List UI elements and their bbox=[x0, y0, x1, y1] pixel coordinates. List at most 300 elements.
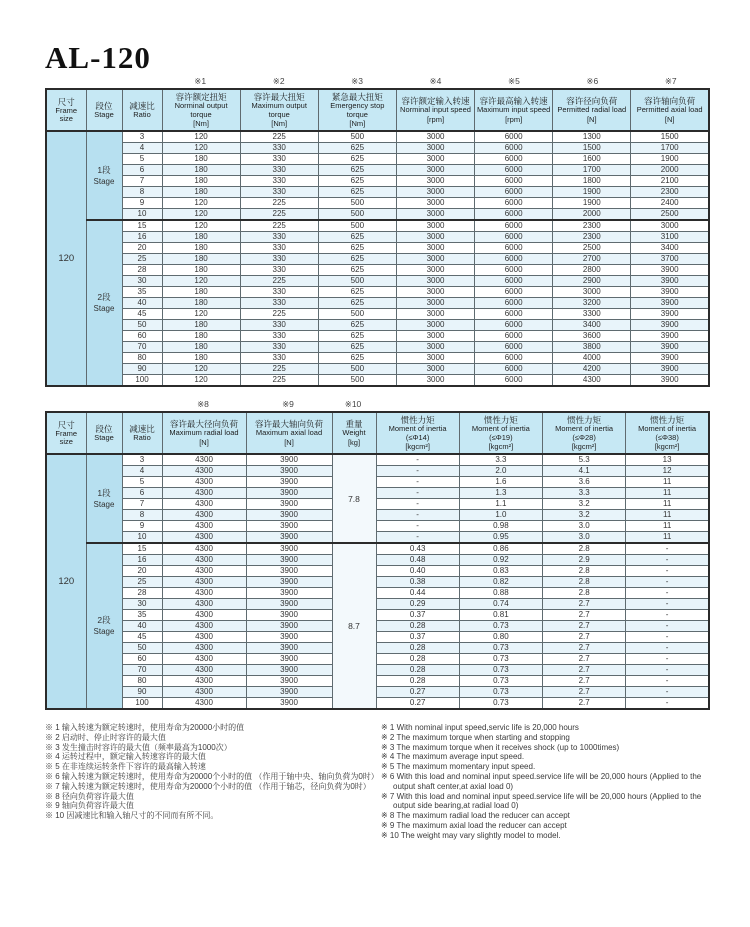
column-header bbox=[543, 412, 626, 454]
value-cell: 6000 bbox=[475, 331, 553, 342]
value-cell: 120 bbox=[162, 375, 240, 387]
ratio-cell: 25 bbox=[122, 254, 162, 265]
value-cell: 0.28 bbox=[376, 643, 459, 654]
table-row bbox=[46, 555, 709, 566]
ratio-cell: 10 bbox=[122, 209, 162, 221]
frame-size-cell: 120 bbox=[46, 454, 86, 709]
ratio-cell: 25 bbox=[122, 577, 162, 588]
value-cell: 6000 bbox=[475, 187, 553, 198]
table-row bbox=[46, 643, 709, 654]
value-cell: 3000 bbox=[396, 276, 474, 287]
value-cell: 1.1 bbox=[459, 499, 542, 510]
value-cell: 3000 bbox=[396, 131, 474, 143]
value-cell: 3900 bbox=[246, 632, 332, 643]
value-cell: 2.8 bbox=[543, 566, 626, 577]
value-cell: 180 bbox=[162, 353, 240, 364]
table-row bbox=[46, 187, 709, 198]
value-cell: 3000 bbox=[396, 364, 474, 375]
value-cell: - bbox=[376, 466, 459, 477]
value-cell: 2.7 bbox=[543, 643, 626, 654]
value-cell: 3.0 bbox=[543, 532, 626, 544]
value-cell: 180 bbox=[162, 254, 240, 265]
value-cell: 500 bbox=[318, 375, 396, 387]
value-cell: 1.0 bbox=[459, 510, 542, 521]
header-zh: 紧急最大扭矩 bbox=[331, 92, 383, 102]
value-cell: - bbox=[626, 687, 709, 698]
value-cell: - bbox=[376, 499, 459, 510]
value-cell: 180 bbox=[162, 320, 240, 331]
table-row bbox=[46, 209, 709, 221]
value-cell: 2700 bbox=[553, 254, 631, 265]
value-cell: 120 bbox=[162, 131, 240, 143]
value-cell: 0.38 bbox=[376, 577, 459, 588]
header-unit: [Nm] bbox=[193, 119, 209, 128]
value-cell: 4300 bbox=[162, 555, 246, 566]
value-cell: 120 bbox=[162, 209, 240, 221]
footnotes-section bbox=[45, 723, 725, 841]
value-cell: 3900 bbox=[631, 320, 709, 331]
header-en: Maximum axial load bbox=[255, 428, 323, 438]
footnote-item: ※ 3 发生撞击时容许的最大值（频率最高为1000次） bbox=[45, 742, 232, 752]
value-cell: 2900 bbox=[553, 276, 631, 287]
footnote-item: ※ 9 The maximum axial load the reducer can accept bbox=[381, 820, 567, 830]
footnote-item: ※ 5 The maximum momentary input speed. bbox=[381, 762, 536, 772]
value-cell: 3.6 bbox=[543, 477, 626, 488]
value-cell: 6000 bbox=[475, 254, 553, 265]
value-cell: 4300 bbox=[162, 588, 246, 599]
table-row bbox=[46, 353, 709, 364]
ratio-cell: 3 bbox=[122, 454, 162, 466]
header-en: Moment of inertia bbox=[555, 424, 614, 433]
value-cell: - bbox=[626, 566, 709, 577]
value-cell: 330 bbox=[240, 154, 318, 165]
header-zh: 惯性力矩 bbox=[567, 415, 602, 425]
header-row bbox=[46, 412, 709, 454]
table-row bbox=[46, 566, 709, 577]
value-cell: 3000 bbox=[396, 375, 474, 387]
value-cell: 1300 bbox=[553, 131, 631, 143]
header-en: Emergency stop torque bbox=[330, 101, 385, 119]
footnote-item: ※ 10 因减速比和输入轴尺寸的不同而有所不同。 bbox=[45, 811, 219, 821]
value-cell: 0.80 bbox=[459, 632, 542, 643]
value-cell: 0.88 bbox=[459, 588, 542, 599]
footnote-item: ※ 1 With nominal input speed,servic life is 20,000 hours bbox=[381, 723, 579, 732]
value-cell: - bbox=[626, 543, 709, 555]
ref-mark: ※5 bbox=[507, 76, 520, 86]
value-cell: 12 bbox=[626, 466, 709, 477]
header-zh: 惯性力矩 bbox=[400, 415, 435, 425]
value-cell: 0.82 bbox=[459, 577, 542, 588]
value-cell: 0.86 bbox=[459, 543, 542, 555]
value-cell: 3000 bbox=[396, 342, 474, 353]
value-cell: 3900 bbox=[246, 665, 332, 676]
value-cell: 4300 bbox=[162, 499, 246, 510]
ratio-cell: 35 bbox=[122, 287, 162, 298]
value-cell: 6000 bbox=[475, 220, 553, 232]
value-cell: 3.3 bbox=[459, 454, 542, 466]
stage-label-zh: 2段 bbox=[97, 292, 111, 302]
value-cell: 625 bbox=[318, 320, 396, 331]
value-cell: 4300 bbox=[162, 698, 246, 710]
value-cell: 4300 bbox=[553, 375, 631, 387]
header-en: Maximum radial load bbox=[169, 428, 239, 438]
header-en: Maximum output torque bbox=[251, 101, 307, 119]
table-row bbox=[46, 298, 709, 309]
value-cell: 500 bbox=[318, 131, 396, 143]
value-cell: 0.40 bbox=[376, 566, 459, 577]
column-header bbox=[162, 89, 240, 131]
value-cell: 0.83 bbox=[459, 566, 542, 577]
column-header bbox=[246, 412, 332, 454]
value-cell: 4.1 bbox=[543, 466, 626, 477]
ref-marks-row-2 bbox=[45, 395, 710, 411]
header-unit: [Nm] bbox=[349, 119, 366, 128]
value-cell: 4300 bbox=[162, 687, 246, 698]
value-cell: 330 bbox=[240, 320, 318, 331]
value-cell: 225 bbox=[240, 309, 318, 320]
column-header bbox=[86, 89, 122, 131]
header-en: Moment of inertia bbox=[638, 424, 697, 433]
header-zh: 尺寸 bbox=[57, 419, 75, 430]
value-cell: 330 bbox=[240, 265, 318, 276]
value-cell: - bbox=[626, 643, 709, 654]
value-cell: - bbox=[376, 477, 459, 488]
value-cell: 330 bbox=[240, 165, 318, 176]
value-cell: 11 bbox=[626, 510, 709, 521]
table-row bbox=[46, 599, 709, 610]
table-row bbox=[46, 176, 709, 187]
value-cell: 2.8 bbox=[543, 577, 626, 588]
header-unit: [kgcm²] bbox=[571, 442, 597, 451]
value-cell: - bbox=[626, 654, 709, 665]
ratio-cell: 10 bbox=[122, 532, 162, 544]
value-cell: 3900 bbox=[246, 577, 332, 588]
value-cell: 0.37 bbox=[376, 610, 459, 621]
header-en: Permitted radial load bbox=[557, 105, 627, 115]
column-header bbox=[475, 89, 553, 131]
value-cell: 625 bbox=[318, 287, 396, 298]
value-cell: 625 bbox=[318, 298, 396, 309]
weight-cell: 7.8 bbox=[332, 454, 376, 543]
value-cell: 500 bbox=[318, 309, 396, 320]
footnote-item: ※ 8 The maximum radial load the reducer can accept bbox=[381, 811, 570, 821]
ratio-cell: 15 bbox=[122, 543, 162, 555]
stage-cell bbox=[86, 131, 122, 220]
value-cell: 1.6 bbox=[459, 477, 542, 488]
value-cell: 11 bbox=[626, 477, 709, 488]
value-cell: 0.73 bbox=[459, 654, 542, 665]
value-cell: 3.2 bbox=[543, 510, 626, 521]
value-cell: 500 bbox=[318, 198, 396, 209]
value-cell: 330 bbox=[240, 298, 318, 309]
value-cell: 4300 bbox=[162, 599, 246, 610]
value-cell: 4300 bbox=[162, 621, 246, 632]
value-cell: 3000 bbox=[553, 287, 631, 298]
ratio-cell: 50 bbox=[122, 643, 162, 654]
value-cell: 6000 bbox=[475, 165, 553, 176]
value-cell: 3000 bbox=[396, 232, 474, 243]
table-row bbox=[46, 510, 709, 521]
value-cell: 4300 bbox=[162, 510, 246, 521]
ratio-cell: 3 bbox=[122, 131, 162, 143]
footnote-item: ※ 3 The maximum torque when it receives shock (up to 1000times) bbox=[381, 742, 620, 752]
value-cell: 1900 bbox=[553, 187, 631, 198]
value-cell: 6000 bbox=[475, 176, 553, 187]
value-cell: 3000 bbox=[396, 198, 474, 209]
value-cell: 0.73 bbox=[459, 665, 542, 676]
column-header bbox=[396, 89, 474, 131]
value-cell: - bbox=[626, 632, 709, 643]
ref-mark: ※9 bbox=[282, 399, 294, 409]
column-header bbox=[46, 89, 86, 131]
value-cell: 180 bbox=[162, 187, 240, 198]
header-zh: 段位 bbox=[95, 100, 113, 111]
header-sub: (≤Φ19) bbox=[489, 432, 513, 442]
value-cell: - bbox=[626, 588, 709, 599]
value-cell: 3.0 bbox=[543, 521, 626, 532]
value-cell: 2000 bbox=[553, 209, 631, 221]
value-cell: 3900 bbox=[246, 477, 332, 488]
value-cell: 3900 bbox=[631, 364, 709, 375]
ratio-cell: 70 bbox=[122, 342, 162, 353]
value-cell: 0.48 bbox=[376, 555, 459, 566]
stage-label-en: Stage bbox=[93, 304, 115, 313]
value-cell: 6000 bbox=[475, 243, 553, 254]
value-cell: 4300 bbox=[162, 532, 246, 544]
value-cell: 4300 bbox=[162, 654, 246, 665]
ratio-cell: 45 bbox=[122, 632, 162, 643]
value-cell: 3900 bbox=[631, 298, 709, 309]
value-cell: 330 bbox=[240, 176, 318, 187]
table-row bbox=[46, 232, 709, 243]
header-zh: 尺寸 bbox=[57, 96, 75, 107]
value-cell: 11 bbox=[626, 521, 709, 532]
value-cell: 3900 bbox=[246, 610, 332, 621]
table-row bbox=[46, 577, 709, 588]
ratio-cell: 8 bbox=[122, 187, 162, 198]
stage-label-zh: 2段 bbox=[97, 615, 111, 625]
value-cell: 180 bbox=[162, 165, 240, 176]
value-cell: 3900 bbox=[631, 276, 709, 287]
value-cell: - bbox=[376, 532, 459, 544]
header-unit: [N] bbox=[199, 437, 209, 447]
ratio-cell: 9 bbox=[122, 198, 162, 209]
header-zh: 段位 bbox=[95, 423, 113, 434]
value-cell: 0.28 bbox=[376, 665, 459, 676]
header-sub: (≤Φ28) bbox=[572, 432, 596, 442]
value-cell: 6000 bbox=[475, 209, 553, 221]
value-cell: 2400 bbox=[631, 198, 709, 209]
value-cell: 6000 bbox=[475, 265, 553, 276]
ratio-cell: 16 bbox=[122, 555, 162, 566]
stage-cell bbox=[86, 543, 122, 709]
ratio-cell: 80 bbox=[122, 353, 162, 364]
value-cell: 3900 bbox=[246, 543, 332, 555]
value-cell: 4300 bbox=[162, 566, 246, 577]
value-cell: - bbox=[626, 555, 709, 566]
value-cell: 0.74 bbox=[459, 599, 542, 610]
value-cell: 4300 bbox=[162, 643, 246, 654]
value-cell: 3000 bbox=[396, 320, 474, 331]
value-cell: 3900 bbox=[246, 654, 332, 665]
value-cell: 225 bbox=[240, 276, 318, 287]
header-en: Stage bbox=[94, 109, 114, 119]
value-cell: 3000 bbox=[396, 220, 474, 232]
footnote-item: ※ 1 输入转速为额定转速时，使用寿命为20000小时的值 bbox=[45, 723, 245, 732]
value-cell: 2.9 bbox=[543, 555, 626, 566]
value-cell: 6000 bbox=[475, 143, 553, 154]
header-zh: 容许最大轴向负荷 bbox=[254, 419, 323, 430]
stage-cell bbox=[86, 220, 122, 386]
value-cell: 3900 bbox=[246, 532, 332, 544]
ratio-cell: 4 bbox=[122, 143, 162, 154]
value-cell: 180 bbox=[162, 232, 240, 243]
value-cell: 11 bbox=[626, 499, 709, 510]
value-cell: 330 bbox=[240, 287, 318, 298]
table-row bbox=[46, 364, 709, 375]
table-row bbox=[46, 588, 709, 599]
value-cell: 2800 bbox=[553, 265, 631, 276]
header-unit: [N] bbox=[664, 114, 675, 124]
value-cell: 3900 bbox=[246, 566, 332, 577]
value-cell: 625 bbox=[318, 243, 396, 254]
value-cell: - bbox=[626, 676, 709, 687]
value-cell: 2300 bbox=[553, 232, 631, 243]
ratings-table bbox=[45, 88, 710, 387]
value-cell: 180 bbox=[162, 154, 240, 165]
ref-mark: ※7 bbox=[664, 76, 677, 86]
value-cell: 2.7 bbox=[543, 621, 626, 632]
column-header bbox=[631, 89, 709, 131]
value-cell: 11 bbox=[626, 488, 709, 499]
value-cell: 3900 bbox=[246, 499, 332, 510]
ratio-cell: 5 bbox=[122, 154, 162, 165]
value-cell: - bbox=[626, 621, 709, 632]
table-row bbox=[46, 143, 709, 154]
table-row bbox=[46, 165, 709, 176]
value-cell: - bbox=[626, 665, 709, 676]
value-cell: 2100 bbox=[631, 176, 709, 187]
ratio-cell: 60 bbox=[122, 654, 162, 665]
load-weight-inertia-table bbox=[45, 411, 710, 710]
value-cell: 4300 bbox=[162, 676, 246, 687]
value-cell: 3900 bbox=[246, 466, 332, 477]
footnotes-chinese bbox=[45, 723, 381, 841]
value-cell: 120 bbox=[162, 198, 240, 209]
value-cell: 2000 bbox=[631, 165, 709, 176]
header-en: Weight bbox=[342, 428, 366, 438]
value-cell: 1800 bbox=[553, 176, 631, 187]
header-zh: 重量 bbox=[345, 419, 363, 430]
value-cell: 3900 bbox=[246, 454, 332, 466]
table-row bbox=[46, 543, 709, 555]
value-cell: 120 bbox=[162, 309, 240, 320]
value-cell: 4300 bbox=[162, 665, 246, 676]
ratio-cell: 15 bbox=[122, 220, 162, 232]
value-cell: 4200 bbox=[553, 364, 631, 375]
column-header bbox=[459, 412, 542, 454]
ratio-cell: 80 bbox=[122, 676, 162, 687]
header-unit: [rpm] bbox=[505, 114, 523, 124]
frame-size-cell: 120 bbox=[46, 131, 86, 386]
value-cell: 3000 bbox=[396, 143, 474, 154]
value-cell: 3000 bbox=[396, 331, 474, 342]
value-cell: 330 bbox=[240, 187, 318, 198]
value-cell: 4300 bbox=[162, 488, 246, 499]
footnote-item: ※ 8 径向负荷容许最大值 bbox=[45, 791, 134, 801]
ratio-cell: 40 bbox=[122, 298, 162, 309]
value-cell: 2300 bbox=[553, 220, 631, 232]
footnote-item: ※ 4 The maximum average input speed. bbox=[381, 752, 525, 762]
value-cell: 3900 bbox=[246, 676, 332, 687]
ratio-cell: 7 bbox=[122, 499, 162, 510]
value-cell: 6000 bbox=[475, 375, 553, 387]
footnote-item: ※ 2 The maximum torque when starting and stopping bbox=[381, 732, 570, 742]
column-header bbox=[86, 412, 122, 454]
value-cell: 225 bbox=[240, 220, 318, 232]
ratio-cell: 28 bbox=[122, 588, 162, 599]
value-cell: 2500 bbox=[631, 209, 709, 221]
column-header bbox=[318, 89, 396, 131]
footnotes-english bbox=[381, 723, 725, 841]
footnote-item: ※ 2 启动时、停止时容许的最大值 bbox=[45, 732, 166, 742]
value-cell: 0.73 bbox=[459, 643, 542, 654]
value-cell: 180 bbox=[162, 331, 240, 342]
value-cell: - bbox=[626, 577, 709, 588]
value-cell: 330 bbox=[240, 353, 318, 364]
value-cell: 0.44 bbox=[376, 588, 459, 599]
table-row bbox=[46, 654, 709, 665]
header-sub: (≤Φ14) bbox=[405, 432, 430, 442]
value-cell: 0.73 bbox=[459, 676, 542, 687]
value-cell: 330 bbox=[240, 232, 318, 243]
weight-cell: 8.7 bbox=[332, 543, 376, 709]
header-en: Moment of inertia bbox=[471, 424, 530, 433]
value-cell: 2.8 bbox=[543, 543, 626, 555]
ratio-cell: 6 bbox=[122, 165, 162, 176]
table-row bbox=[46, 276, 709, 287]
page-title: AL-120 bbox=[45, 40, 151, 75]
column-header bbox=[162, 412, 246, 454]
value-cell: 6000 bbox=[475, 298, 553, 309]
table-row bbox=[46, 610, 709, 621]
value-cell: 6000 bbox=[475, 154, 553, 165]
table-row bbox=[46, 265, 709, 276]
value-cell: 625 bbox=[318, 265, 396, 276]
value-cell: 2300 bbox=[631, 187, 709, 198]
value-cell: 3900 bbox=[246, 621, 332, 632]
value-cell: 4300 bbox=[162, 521, 246, 532]
value-cell: 1700 bbox=[631, 143, 709, 154]
header-unit: [N] bbox=[586, 114, 597, 124]
ratio-cell: 9 bbox=[122, 521, 162, 532]
value-cell: 2.7 bbox=[543, 610, 626, 621]
header-row bbox=[46, 89, 709, 131]
ratio-cell: 6 bbox=[122, 488, 162, 499]
ratio-cell: 70 bbox=[122, 665, 162, 676]
footnote-item: ※ 6 输入转速为额定转速时，使用寿命为20000个小时的值 （作用于轴中央、轴向负荷为0时） bbox=[45, 771, 379, 781]
header-zh: 容许最大径向负荷 bbox=[169, 419, 238, 430]
value-cell: 0.37 bbox=[376, 632, 459, 643]
value-cell: - bbox=[626, 599, 709, 610]
value-cell: 3400 bbox=[631, 243, 709, 254]
column-header bbox=[553, 89, 631, 131]
stage-label-zh: 1段 bbox=[97, 164, 111, 175]
value-cell: 1900 bbox=[553, 198, 631, 209]
value-cell: 3900 bbox=[631, 331, 709, 342]
value-cell: 3000 bbox=[396, 298, 474, 309]
stage-label-en: Stage bbox=[93, 499, 115, 509]
